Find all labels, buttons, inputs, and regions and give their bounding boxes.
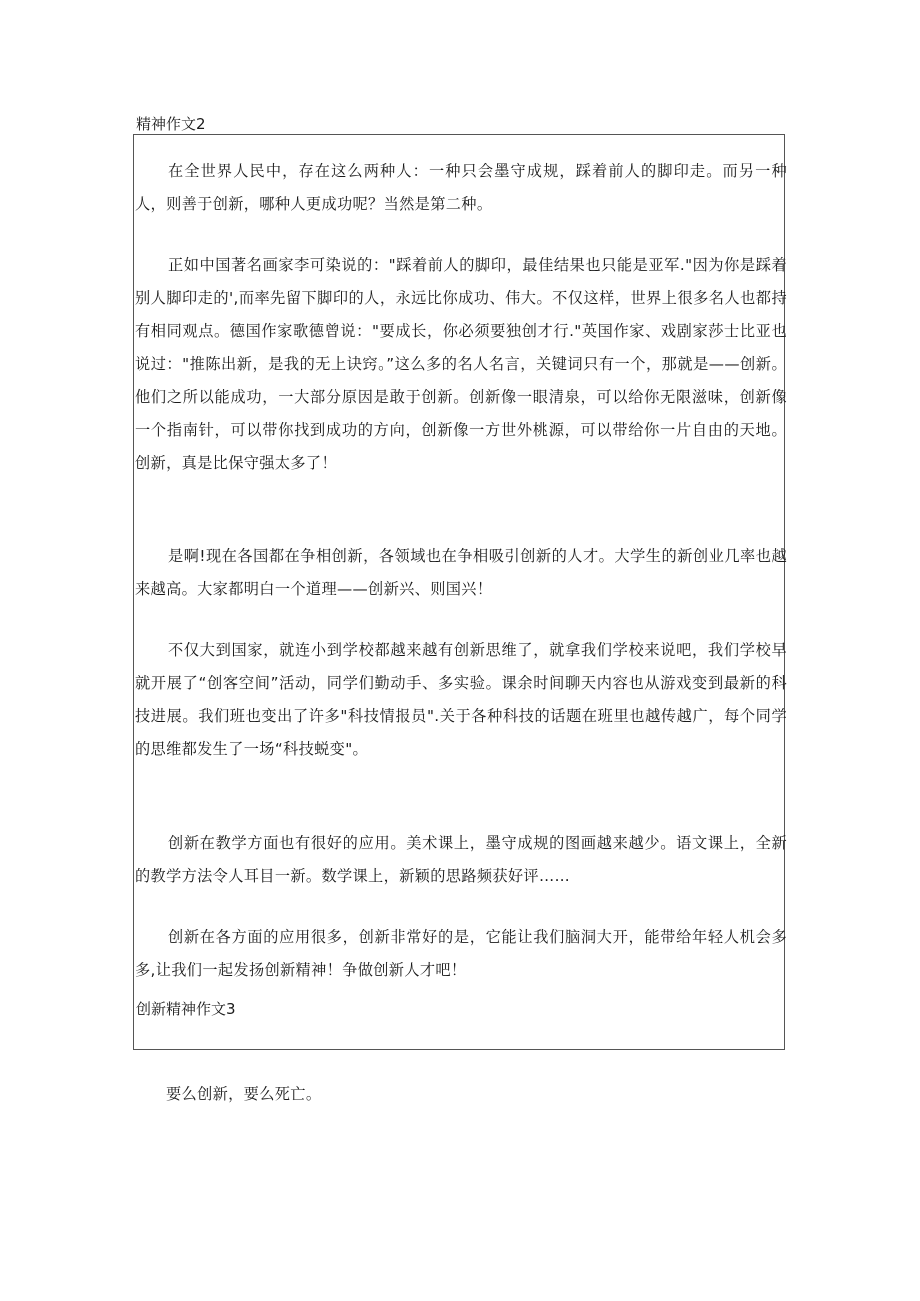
essay-paragraph-3: 是啊!现在各国都在争相创新，各领域也在争相吸引创新的人才。大学生的新创业几率也越来越高。大家都明白一个道理——创新兴、则国兴！: [135, 547, 787, 598]
essay-paragraph-5: 创新在教学方面也有很好的应用。美术课上，墨守成规的图画越来越少。语文课上，全新的教学方法令人耳目一新。数学课上，新颖的思路频获好评……: [135, 834, 787, 885]
essay-paragraph-6: 创新在各方面的应用很多，创新非常好的是，它能让我们脑洞大开，能带给年轻人机会多多,让我们一起发扬创新精神！争做创新人才吧！: [135, 928, 787, 979]
header-title: 精神作文2: [136, 115, 206, 133]
essay-frame: [133, 134, 785, 1050]
next-essay-title: 创新精神作文3: [136, 1000, 236, 1018]
next-essay-opening: 要么创新，要么死亡。: [166, 1085, 322, 1103]
essay-paragraph-4: 不仅大到国家，就连小到学校都越来越有创新思维了，就拿我们学校来说吧，我们学校早就开展了“创客空间”活动，同学们勤动手、多实验。课余时间聊天内容也从游戏变到最新的科技进展。我们班也变出了许多"科技情报员".关于各种科技的话题在班里也越传越广，每个同学的思维都发生了一场“科技蜕变"。: [135, 641, 787, 758]
essay-paragraph-1: 在全世界人民中，存在这么两种人：一种只会墨守成规，踩着前人的脚印走。而另一种人，则善于创新，哪种人更成功呢？当然是第二种。: [135, 162, 787, 213]
essay-paragraph-2: 正如中国著名画家李可染说的："踩着前人的脚印，最佳结果也只能是亚军."因为你是踩着别人脚印走的',而率先留下脚印的人，永远比你成功、伟大。不仅这样，世界上很多名人也都持有相同观点。德国作家歌德曾说："要成长，你必须要独创才行."英国作家、戏剧家莎士比亚也说过："推陈出新，是我的无上诀窍。”这么多的名人名言，关键词只有一个，那就是——创新。他们之所以能成功，一大部分原因是敢于创新。创新像一眼清泉，可以给你无限滋味，创新像一个指南针，可以带你找到成功的方向，创新像一方世外桃源，可以带给你一片自由的天地。创新，真是比保守强太多了！: [135, 256, 787, 472]
